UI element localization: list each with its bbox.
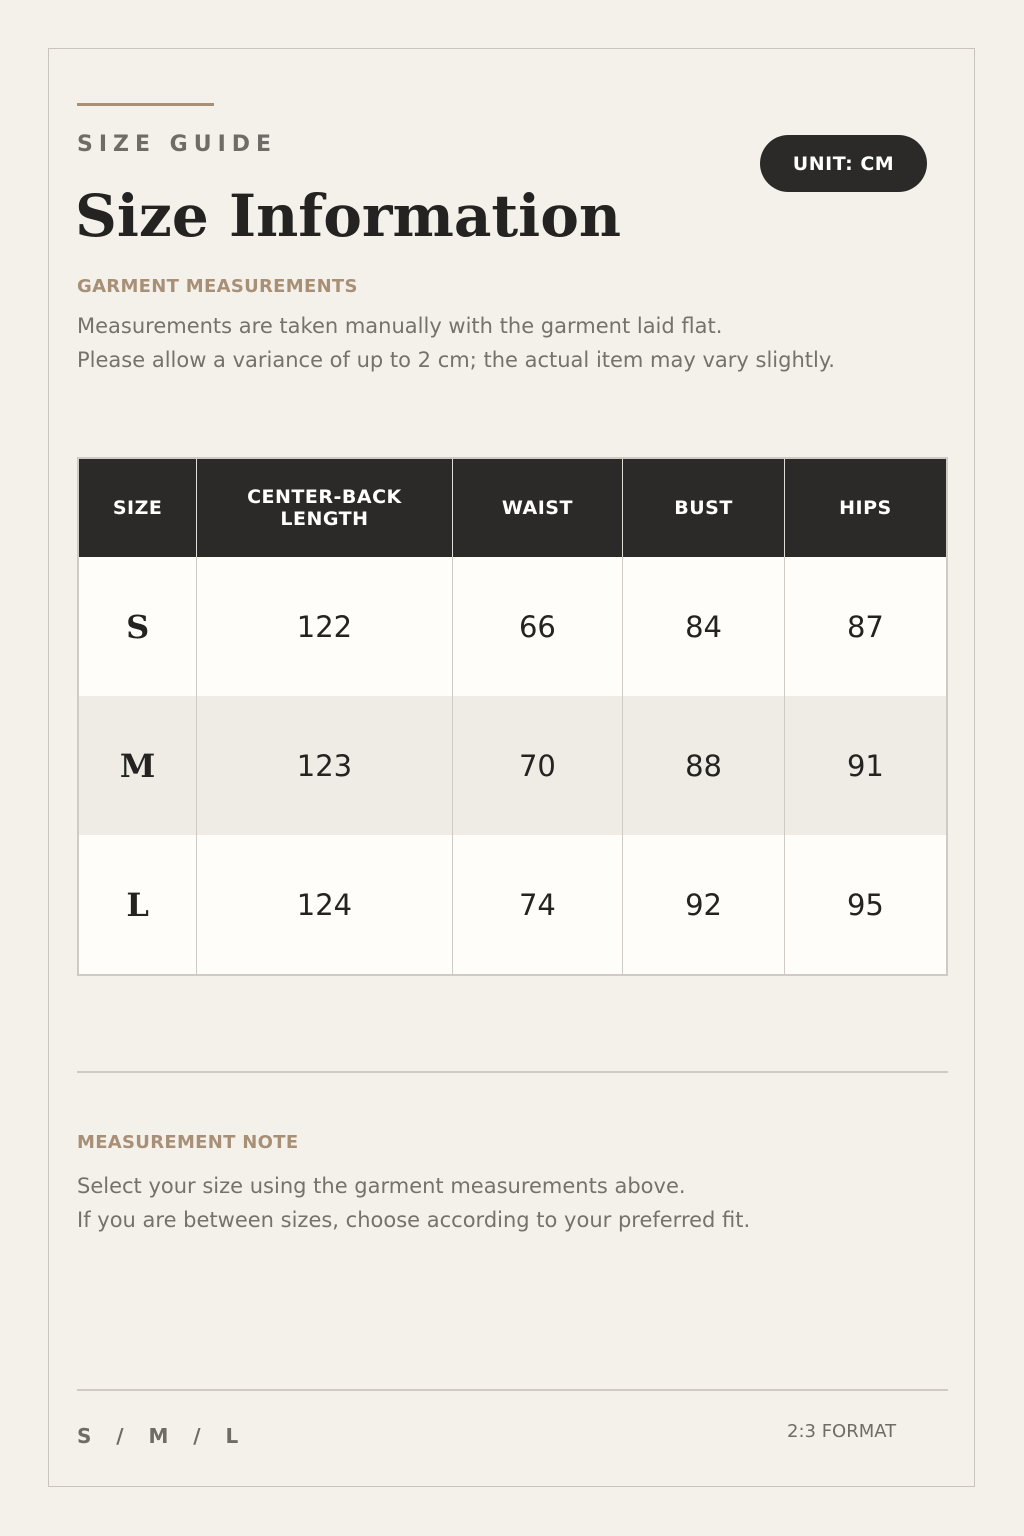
length-cell: 122 bbox=[197, 557, 452, 696]
header-bust bbox=[623, 458, 785, 557]
header-size-text: SIZE bbox=[112, 497, 163, 519]
garment-measurements-text bbox=[77, 309, 835, 377]
accent-rule bbox=[77, 103, 214, 106]
header-waist bbox=[452, 458, 623, 557]
hips-cell: 91 bbox=[784, 696, 947, 835]
footer-divider bbox=[77, 1389, 948, 1391]
size-table bbox=[77, 457, 948, 976]
table-row bbox=[78, 835, 947, 975]
eyebrow-label: SIZE GUIDE bbox=[77, 132, 278, 157]
size-cell: M bbox=[78, 696, 197, 835]
section-divider bbox=[77, 1071, 948, 1073]
header-length-line-2: LENGTH bbox=[280, 508, 369, 530]
header-waist-text: WAIST bbox=[501, 497, 573, 519]
table-row bbox=[78, 696, 947, 835]
waist-cell: 74 bbox=[452, 835, 623, 975]
bust-cell: 92 bbox=[623, 835, 785, 975]
page-title: Size Information bbox=[75, 182, 622, 250]
hips-cell: 87 bbox=[784, 557, 947, 696]
measurement-note-label: MEASUREMENT NOTE bbox=[77, 1132, 299, 1153]
garment-measurements-label: GARMENT MEASUREMENTS bbox=[77, 276, 358, 297]
bust-cell: 88 bbox=[623, 696, 785, 835]
table-row bbox=[78, 557, 947, 696]
header-length-line-1: CENTER-BACK bbox=[247, 486, 402, 508]
unit-badge: UNIT: CM bbox=[760, 135, 927, 192]
length-cell: 124 bbox=[197, 835, 452, 975]
header-bust-text: BUST bbox=[674, 497, 733, 519]
header-hips bbox=[784, 458, 947, 557]
garment-text-line-1: Measurements are taken manually with the garment laid flat. bbox=[77, 314, 723, 338]
header-hips-text: HIPS bbox=[839, 497, 892, 519]
measurement-note-text bbox=[77, 1169, 750, 1237]
note-text-line-2: If you are between sizes, choose according to your preferred fit. bbox=[77, 1208, 751, 1232]
footer-format-label: 2:3 FORMAT bbox=[787, 1421, 897, 1442]
size-cell: S bbox=[78, 557, 197, 696]
waist-cell: 66 bbox=[452, 557, 623, 696]
hips-cell: 95 bbox=[784, 835, 947, 975]
length-cell: 123 bbox=[197, 696, 452, 835]
garment-text-line-2: Please allow a variance of up to 2 cm; the actual item may vary slightly. bbox=[77, 348, 835, 372]
bust-cell: 84 bbox=[623, 557, 785, 696]
note-text-line-1: Select your size using the garment measurements above. bbox=[77, 1174, 686, 1198]
footer-size-range: S / M / L bbox=[77, 1424, 240, 1448]
header-size bbox=[78, 458, 197, 557]
size-cell: L bbox=[78, 835, 197, 975]
waist-cell: 70 bbox=[452, 696, 623, 835]
header-center-back-length bbox=[197, 458, 452, 557]
table-header-row bbox=[78, 458, 947, 557]
